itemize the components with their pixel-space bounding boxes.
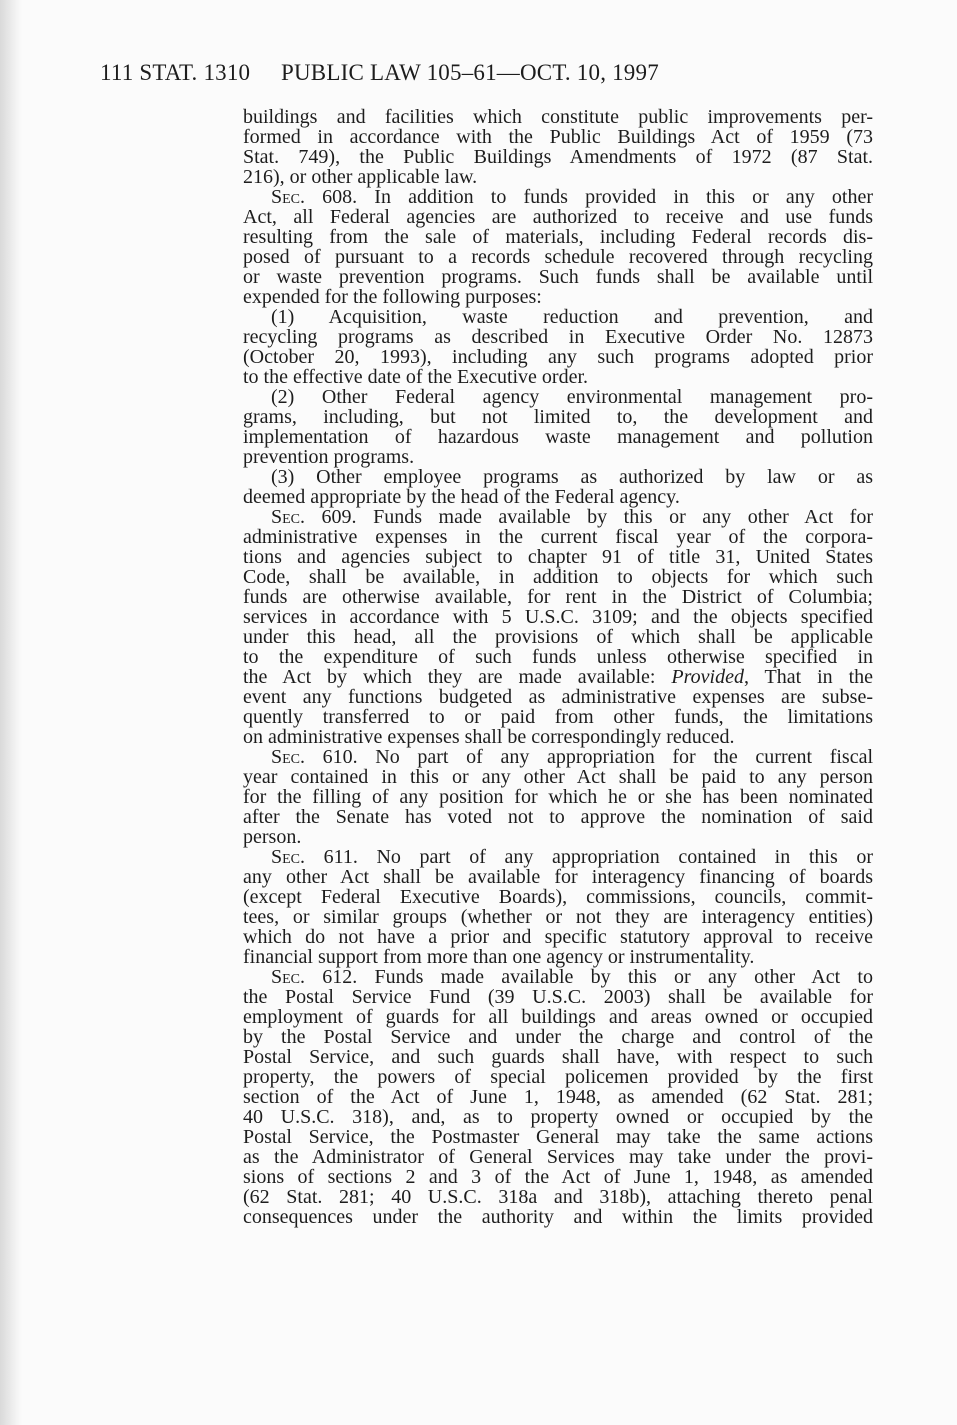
text-line: section of the Act of June 1, 1948, as amended (62 Stat. 281; bbox=[243, 1086, 873, 1108]
paragraph bbox=[243, 747, 873, 847]
paragraph bbox=[243, 967, 873, 1227]
text-line: or waste prevention programs. Such funds shall be available until bbox=[243, 266, 873, 288]
text-line: to the effective date of the Executive order. bbox=[243, 366, 589, 388]
text-line: (2) Other Federal agency environmental management pro- bbox=[271, 386, 873, 408]
paragraph bbox=[243, 847, 873, 967]
text-line: any other Act shall be available for interagency financing of boards bbox=[243, 866, 873, 888]
proviso-term: Provided bbox=[671, 666, 744, 688]
text-line: for the filling of any position for which he or she has been nominated bbox=[243, 786, 873, 808]
text-line: Sec. 610. No part of any appropriation for the current fiscal bbox=[271, 746, 873, 768]
text-line: Postal Service, the Postmaster General may take the same actions bbox=[243, 1126, 873, 1148]
text-line: Sec. 608. In addition to funds provided in this or any other bbox=[271, 186, 873, 208]
text-line: deemed appropriate by the head of the Federal agency. bbox=[243, 486, 680, 508]
text-line: quently transferred to or paid from other funds, the limitations bbox=[243, 706, 873, 728]
text-line: Code, shall be available, in addition to objects for which such bbox=[243, 566, 873, 588]
text-line: Postal Service, and such guards shall have, with respect to such bbox=[243, 1046, 873, 1068]
text-line: grams, including, but not limited to, the development and bbox=[243, 406, 873, 428]
text-line: posed of pursuant to a records schedule recovered through recycling bbox=[243, 246, 873, 268]
paragraph bbox=[243, 307, 873, 387]
text-line: (except Federal Executive Boards), commissions, councils, commit- bbox=[243, 886, 873, 908]
text-line: the Postal Service Fund (39 U.S.C. 2003) shall be available for bbox=[243, 986, 873, 1008]
paragraph bbox=[243, 187, 873, 307]
document-body bbox=[243, 107, 873, 1227]
text-line: consequences under the authority and within the limits provided bbox=[243, 1206, 873, 1228]
scan-edge bbox=[0, 0, 22, 1425]
text-line: employment of guards for all buildings and areas owned or occupied bbox=[243, 1006, 873, 1028]
text-line: prevention programs. bbox=[243, 446, 415, 468]
text-line: on administrative expenses shall be correspondingly reduced. bbox=[243, 726, 735, 748]
text-line: as the Administrator of General Services may take under the provi- bbox=[243, 1146, 873, 1168]
text-line: sions of sections 2 and 3 of the Act of June 1, 1948, as amended bbox=[243, 1166, 873, 1188]
text-line: which do not have a prior and specific statutory approval to receive bbox=[243, 926, 873, 948]
text-line: (October 20, 1993), including any such programs adopted prior bbox=[243, 346, 873, 368]
paragraph bbox=[243, 387, 873, 467]
section-label: Sec. bbox=[271, 506, 306, 528]
section-label: Sec. bbox=[271, 746, 306, 768]
text-line: administrative expenses in the current fiscal year of the corpora- bbox=[243, 526, 873, 548]
text-line: Act, all Federal agencies are authorized to receive and use funds bbox=[243, 206, 873, 228]
text-line: Sec. 612. Funds made available by this or any other Act to bbox=[271, 966, 873, 988]
text-line: (62 Stat. 281; 40 U.S.C. 318a and 318b), attaching thereto penal bbox=[243, 1186, 873, 1208]
text-line: by the Postal Service and under the charge and control of the bbox=[243, 1026, 873, 1048]
text-line: recycling programs as described in Executive Order No. 12873 bbox=[243, 326, 873, 348]
text-line: year contained in this or any other Act shall be paid to any person bbox=[243, 766, 873, 788]
text-line: (3) Other employee programs as authorized by law or as bbox=[271, 466, 873, 488]
section-label: Sec. bbox=[271, 966, 306, 988]
text-line: property, the powers of special policemen provided by the first bbox=[243, 1066, 873, 1088]
stat-page-number: 111 STAT. 1310 bbox=[100, 60, 251, 85]
text-line: 216), or other applicable law. bbox=[243, 166, 478, 188]
paragraph bbox=[243, 107, 873, 187]
text-line: tees, or similar groups (whether or not they are interagency entities) bbox=[243, 906, 873, 928]
text-line: person. bbox=[243, 826, 302, 848]
text-line: Sec. 609. Funds made available by this or any other Act for bbox=[271, 506, 873, 528]
text-line: buildings and facilities which constitute public improvements per- bbox=[243, 106, 873, 128]
law-title-header: PUBLIC LAW 105–61—OCT. 10, 1997 bbox=[281, 60, 659, 85]
text-line: Sec. 611. No part of any appropriation contained in this or bbox=[271, 846, 873, 868]
text-line: event any functions budgeted as administrative expenses are subse- bbox=[243, 686, 873, 708]
text-line: formed in accordance with the Public Buildings Act of 1959 (73 bbox=[243, 126, 873, 148]
text-line: services in accordance with 5 U.S.C. 3109; and the objects specified bbox=[243, 606, 873, 628]
text-line: under this head, all the provisions of which shall be applicable bbox=[243, 626, 873, 648]
paragraph bbox=[243, 467, 873, 507]
text-line: resulting from the sale of materials, including Federal records dis- bbox=[243, 226, 873, 248]
text-line: 40 U.S.C. 318), and, as to property owned or occupied by the bbox=[243, 1106, 873, 1128]
text-line: after the Senate has voted not to approve the nomination of said bbox=[243, 806, 873, 828]
text-line: financial support from more than one agency or instrumentality. bbox=[243, 946, 755, 968]
section-label: Sec. bbox=[271, 186, 306, 208]
text-line: (1) Acquisition, waste reduction and prevention, and bbox=[271, 306, 873, 328]
text-line: funds are otherwise available, for rent in the District of Columbia; bbox=[243, 586, 873, 608]
text-line: Stat. 749), the Public Buildings Amendments of 1972 (87 Stat. bbox=[243, 146, 873, 168]
text-line: implementation of hazardous waste management and pollution bbox=[243, 426, 873, 448]
text-line: to the expenditure of such funds unless otherwise specified in bbox=[243, 646, 873, 668]
section-label: Sec. bbox=[271, 846, 306, 868]
paragraph bbox=[243, 507, 873, 747]
text-line: the Act by which they are made available: Provided, That in the bbox=[243, 666, 874, 688]
text-line: expended for the following purposes: bbox=[243, 286, 542, 308]
text-line: tions and agencies subject to chapter 91 of title 31, United States bbox=[243, 546, 873, 568]
